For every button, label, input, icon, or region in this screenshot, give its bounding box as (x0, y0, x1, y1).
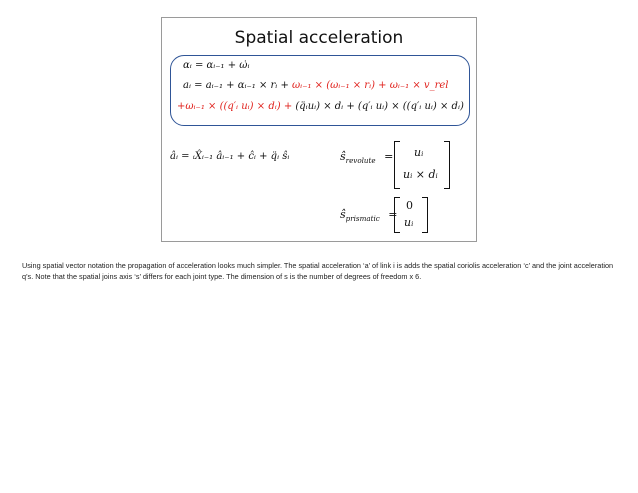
equation-joint-coriolis-term: +ωᵢ₋₁ × ((q′ᵢ uᵢ) × dᵢ) + (177, 101, 296, 112)
s-revolute-row1: uᵢ (414, 146, 424, 159)
equation-spatial-acceleration: âᵢ = ᵢX̂ᵢ₋₁ âᵢ₋₁ + ĉᵢ + q̈ᵢ ŝᵢ (170, 151, 290, 162)
s-prismatic-symbol: ŝ (340, 208, 346, 221)
equation-coriolis-terms: ωᵢ₋₁ × (ωᵢ₋₁ × rᵢ) + ωᵢ₋₁ × v_rel (292, 80, 449, 91)
s-revolute-subscript: revolute (345, 156, 376, 166)
slide-notes-caption: Using spatial vector notation the propagation of acceleration looks much simpler. The spatial acceleration ‘a’ of link i is adds the spatial coriolis acceleration ‘c’ and the joint acceleration q’s. Note that the spatial joins axis ‘s’ differs for each joint type. The dimension of s is the number of degrees of freedom x 6. (22, 261, 614, 281)
slide (161, 17, 477, 242)
s-prismatic-row1: 0 (406, 199, 413, 212)
s-prismatic-subscript: prismatic (345, 214, 380, 224)
s-revolute-label (340, 150, 393, 165)
equation-box (170, 55, 470, 126)
s-prismatic-matrix (394, 197, 428, 233)
s-revolute-symbol: ŝ (340, 150, 346, 163)
s-revolute-row2: uᵢ × dᵢ (403, 168, 438, 181)
equation-joint-acceleration-terms: (q̈ᵢuᵢ) × dᵢ + (q′ᵢ uᵢ) × ((q′ᵢ uᵢ) × dᵢ) (295, 101, 464, 112)
s-prismatic-label (340, 208, 398, 223)
equation-linear-terms: aᵢ = aᵢ₋₁ + αᵢ₋₁ × rᵢ + (183, 80, 293, 91)
equation-angular-acceleration: αᵢ = αᵢ₋₁ + ω̇ᵢ (183, 60, 250, 71)
s-prismatic-row2: uᵢ (404, 216, 414, 229)
s-prismatic-equals: = (388, 208, 398, 221)
equation-joint-terms (177, 101, 464, 112)
s-revolute-matrix (394, 141, 450, 189)
s-revolute-equals: = (384, 150, 394, 163)
equation-linear-acceleration (183, 80, 448, 91)
slide-title: Spatial acceleration (234, 28, 404, 48)
